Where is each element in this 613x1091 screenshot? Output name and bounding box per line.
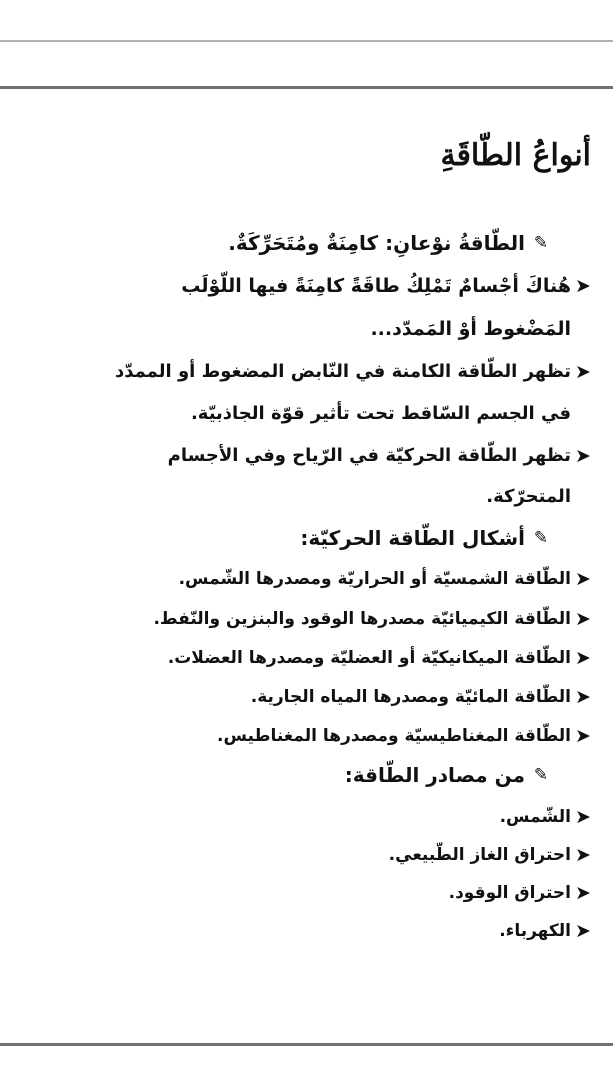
list-item: ➤ الطّاقة المغناطيسيّة ومصدرها المغناطيس. xyxy=(0,719,613,753)
pencil-icon: ✎ xyxy=(533,233,549,253)
list-item: ➤ تظهر الطّاقة الحركيّة في الرّياح وفي الأجسام xyxy=(0,439,613,473)
header-rule xyxy=(0,86,613,89)
list-item: ➤ الطّاقة الميكانيكيّة أو العضليّة ومصدرها العضلات. xyxy=(0,641,613,675)
arrow-bullet-icon: ➤ xyxy=(575,882,591,904)
list-item: ➤ الطّاقة المائيّة ومصدرها المياه الجارية. xyxy=(0,680,613,714)
list-item: ➤ احتراق الغاز الطّبيعي. xyxy=(0,838,613,872)
arrow-bullet-icon: ➤ xyxy=(575,686,591,708)
section-heading-kinetic-forms: ✎ أشكال الطّاقة الحركيّة: xyxy=(0,521,613,555)
pencil-icon: ✎ xyxy=(533,528,549,548)
arrow-bullet-icon: ➤ xyxy=(575,725,591,747)
top-rule xyxy=(0,40,613,42)
list-item: ➤ هُناكَ أجْسامٌ تَمْلِكُ طاقَةً كامِنَةً فيها اللّوْلَب xyxy=(0,269,613,303)
bottom-rule xyxy=(0,1043,613,1046)
arrow-bullet-icon: ➤ xyxy=(575,608,591,630)
list-item-continuation: المَضْغوط أوْ المَمدّد... xyxy=(370,318,571,340)
list-item: ➤ تظهر الطّاقة الكامنة في النّابض المضغوط أو الممدّد xyxy=(0,355,613,389)
list-item-continuation: المتحرّكة. xyxy=(486,486,571,507)
arrow-bullet-icon: ➤ xyxy=(575,361,591,383)
section-heading-energy-sources: ✎ من مصادر الطّاقة: xyxy=(0,758,613,792)
section-heading-energy-types: ✎ الطّاقةُ نوْعانِ: كامِنَةٌ ومُتَحَرِّكَةٌ. xyxy=(0,226,613,260)
list-item: ➤ الكهرباء. xyxy=(0,914,613,948)
arrow-bullet-icon: ➤ xyxy=(575,568,591,590)
list-item: ➤ الشّمس. xyxy=(0,800,613,834)
arrow-bullet-icon: ➤ xyxy=(575,844,591,866)
arrow-bullet-icon: ➤ xyxy=(575,275,591,297)
list-item-continuation: في الجسم السّاقط تحت تأثير قوّة الجاذبيّة. xyxy=(190,403,571,424)
arrow-bullet-icon: ➤ xyxy=(575,806,591,828)
arrow-bullet-icon: ➤ xyxy=(575,920,591,942)
page-title: أنواعُ الطّاقَةِ xyxy=(440,138,591,173)
arrow-bullet-icon: ➤ xyxy=(575,647,591,669)
arrow-bullet-icon: ➤ xyxy=(575,445,591,467)
pencil-icon: ✎ xyxy=(533,765,549,785)
list-item: ➤ الطّاقة الشمسيّة أو الحراريّة ومصدرها الشّمس. xyxy=(0,562,613,596)
list-item: ➤ الطّاقة الكيميائيّة مصدرها الوقود والبنزين والنّفط. xyxy=(0,602,613,636)
list-item: ➤ احتراق الوقود. xyxy=(0,876,613,910)
